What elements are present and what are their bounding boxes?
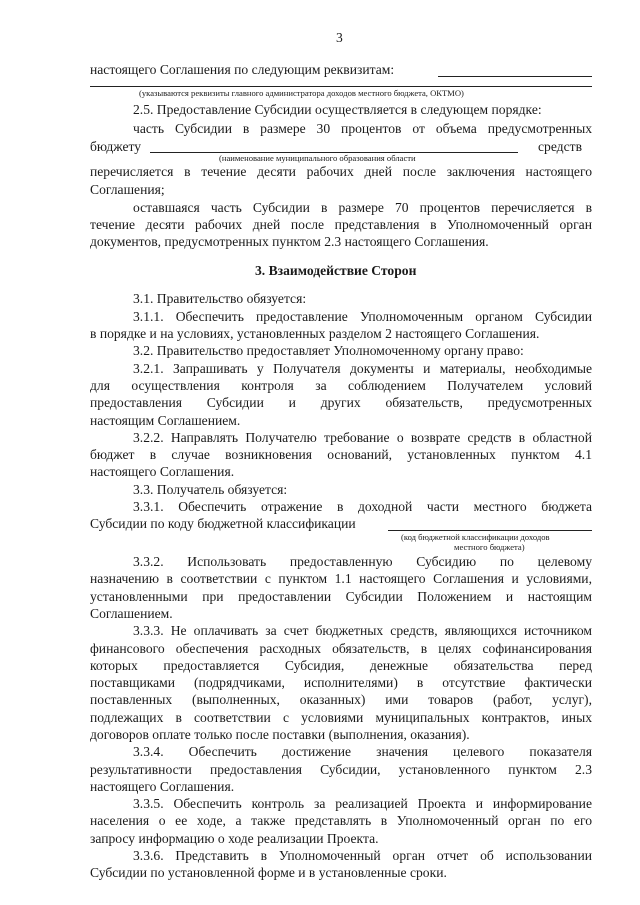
field-caption: (наименование муниципального образования области <box>219 153 416 163</box>
text-line: бюджет в случае возникновения оснований, установленных пунктом 4.1 <box>90 447 592 462</box>
text-line: течение десяти рабочих дней после представления в Уполномоченный орган <box>90 217 592 232</box>
text-line: часть Субсидии в размере 30 процентов от объема предусмотренных <box>133 121 592 136</box>
text-line: 2.5. Предоставление Субсидии осуществляется в следующем порядке: <box>133 102 542 117</box>
text-line: 3.3.1. Обеспечить отражение в доходной части местного бюджета <box>133 499 592 514</box>
text-line: назначению в соответствии с пунктом 1.1 настоящего Соглашения и условиями, <box>90 571 592 586</box>
text-line: для осуществления контроля за соблюдением Получателем условий <box>90 378 592 393</box>
text-line: перечисляется в течение десяти рабочих дней после заключения настоящего <box>90 164 592 179</box>
text-line: в порядке и на условиях, установленных разделом 2 настоящего Соглашения. <box>90 326 540 341</box>
text-line: 3.3.6. Представить в Уполномоченный орган отчет об использовании <box>133 848 592 863</box>
text-line: средств <box>538 139 582 154</box>
text-line: 3.2.2. Направлять Получателю требование о возврате средств в областной <box>133 430 592 445</box>
text-line: которых предоставляется Субсидия, денежные обязательства перед <box>90 658 592 673</box>
text-line: настоящего Соглашения по следующим реквизитам: <box>90 62 395 77</box>
text-line: результативности предоставления Субсидии, установленного пунктом 2.3 <box>90 762 592 777</box>
text-line: 3.3.4. Обеспечить достижение значения целевого показателя <box>133 744 592 759</box>
field-caption: местного бюджета) <box>454 542 525 552</box>
text-line: 3.3. Получатель обязуется: <box>133 482 288 497</box>
text-line: 3.2.1. Запрашивать у Получателя документы и материалы, необходимые <box>133 361 592 376</box>
text-line: настоящим Соглашением. <box>90 413 241 428</box>
text-line: бюджету <box>90 139 142 154</box>
blank-field-line <box>438 76 592 77</box>
text-line: документов, предусмотренных пунктом 2.3 настоящего Соглашения. <box>90 234 489 249</box>
text-line: запросу информацию о ходе реализации Проекта. <box>90 831 379 846</box>
text-line: Соглашением. <box>90 606 173 621</box>
text-line: настоящего Соглашения. <box>90 779 235 794</box>
text-line: Субсидии по коду бюджетной классификации <box>90 516 356 531</box>
text-line: предоставления Субсидии и других обязательств, предусмотренных <box>90 395 592 410</box>
text-line: 3.3.3. Не оплачивать за счет бюджетных средств, являющихся источником <box>133 623 592 638</box>
blank-field-line <box>388 530 592 531</box>
text-line: Соглашения; <box>90 182 165 197</box>
text-line: установленными при предоставлении Субсидии Положением и настоящим <box>90 589 592 604</box>
text-line: поставленных (выполненных, оказанных) ими товаров (работ, услуг), <box>90 692 592 707</box>
text-line: 3.3.2. Использовать предоставленную Субсидию по целевому <box>133 554 592 569</box>
text-line: оставшаяся часть Субсидии в размере 70 процентов перечисляется в <box>133 200 592 215</box>
text-line: подлежащих в соответствии с условиями муниципальных контрактов, иных <box>90 710 592 725</box>
text-line: 3.2. Правительство предоставляет Уполномоченному органу право: <box>133 343 524 358</box>
text-line: настоящего Соглашения. <box>90 464 235 479</box>
field-caption: (код бюджетной классификации доходов <box>401 532 550 542</box>
text-line: 3.1. Правительство обязуется: <box>133 291 307 306</box>
text-line: поставщиками (подрядчиками, исполнителями) в отсутствие фактически <box>90 675 592 690</box>
page-number: 3 <box>336 30 343 45</box>
text-line: 3.3.5. Обеспечить контроль за реализацией Проекта и информирование <box>133 796 592 811</box>
text-line: населения о ее ходе, а также представлять в Уполномоченный орган по его <box>90 813 592 828</box>
text-line: договоров оплате только после поставки (выполнения, оказания). <box>90 727 470 742</box>
section-heading: 3. Взаимодействие Сторон <box>255 263 417 278</box>
text-line: финансового обеспечения расходных обязательств, в целях софинансирования <box>90 641 592 656</box>
blank-field-line <box>90 86 592 87</box>
text-line: Субсидии по установленной форме и в установленные сроки. <box>90 865 447 880</box>
text-line: 3.1.1. Обеспечить предоставление Уполномоченным органом Субсидии <box>133 309 592 324</box>
field-caption: (указываются реквизиты главного администратора доходов местного бюджета, ОКТМО) <box>139 88 464 98</box>
